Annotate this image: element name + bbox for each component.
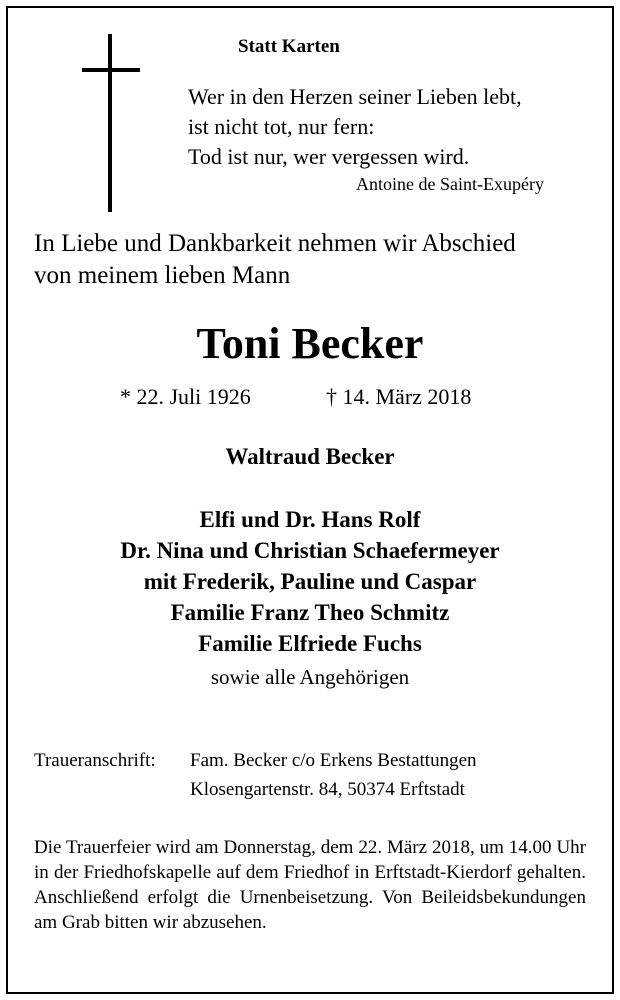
address-line-1: Fam. Becker c/o Erkens Bestattungen — [190, 750, 477, 771]
family-line: Elfi und Dr. Hans Rolf — [199, 507, 421, 532]
quote-line: Tod ist nur, wer vergessen wird. — [188, 144, 470, 169]
quote-line: ist nicht tot, nur fern: — [188, 114, 375, 139]
intro-line: In Liebe und Dankbarkeit nehmen wir Abschied — [34, 230, 516, 257]
address-label: Traueranschrift: — [34, 750, 156, 771]
spouse-name: Waltraud Becker — [225, 444, 395, 469]
quote-line: Wer in den Herzen seiner Lieben lebt, — [188, 84, 522, 109]
family-list — [0, 504, 620, 659]
deceased-name: Toni Becker — [196, 319, 424, 368]
birth-date: * 22. Juli 1926 — [120, 384, 251, 409]
relatives-line: sowie alle Angehörigen — [210, 665, 410, 689]
family-line: mit Frederik, Pauline und Caspar — [143, 569, 477, 594]
family-line: Familie Elfriede Fuchs — [198, 631, 422, 656]
service-details: Die Trauerfeier wird am Donnerstag, dem 22. März 2018, um 14.00 Uhr in der Friedhofskapelle auf dem Friedhof in Erftstadt-Kierdorf gehalten. Anschließend erfolgt die Urnenbeisetzung. Von Beileidsbekundungen am Grab bitten wir abzusehen. — [34, 837, 586, 933]
statt-karten-heading: Statt Karten — [238, 36, 340, 57]
quote — [188, 82, 522, 172]
death-date: † 14. März 2018 — [326, 384, 472, 409]
quote-author: Antoine de Saint-Exupéry — [356, 174, 544, 194]
address-line-2: Klosengartenstr. 84, 50374 Erftstadt — [190, 779, 465, 800]
family-line: Dr. Nina und Christian Schaefermeyer — [120, 538, 500, 563]
intro-text — [34, 228, 516, 292]
family-line: Familie Franz Theo Schmitz — [170, 600, 450, 625]
intro-line: von meinem lieben Mann — [34, 262, 291, 289]
